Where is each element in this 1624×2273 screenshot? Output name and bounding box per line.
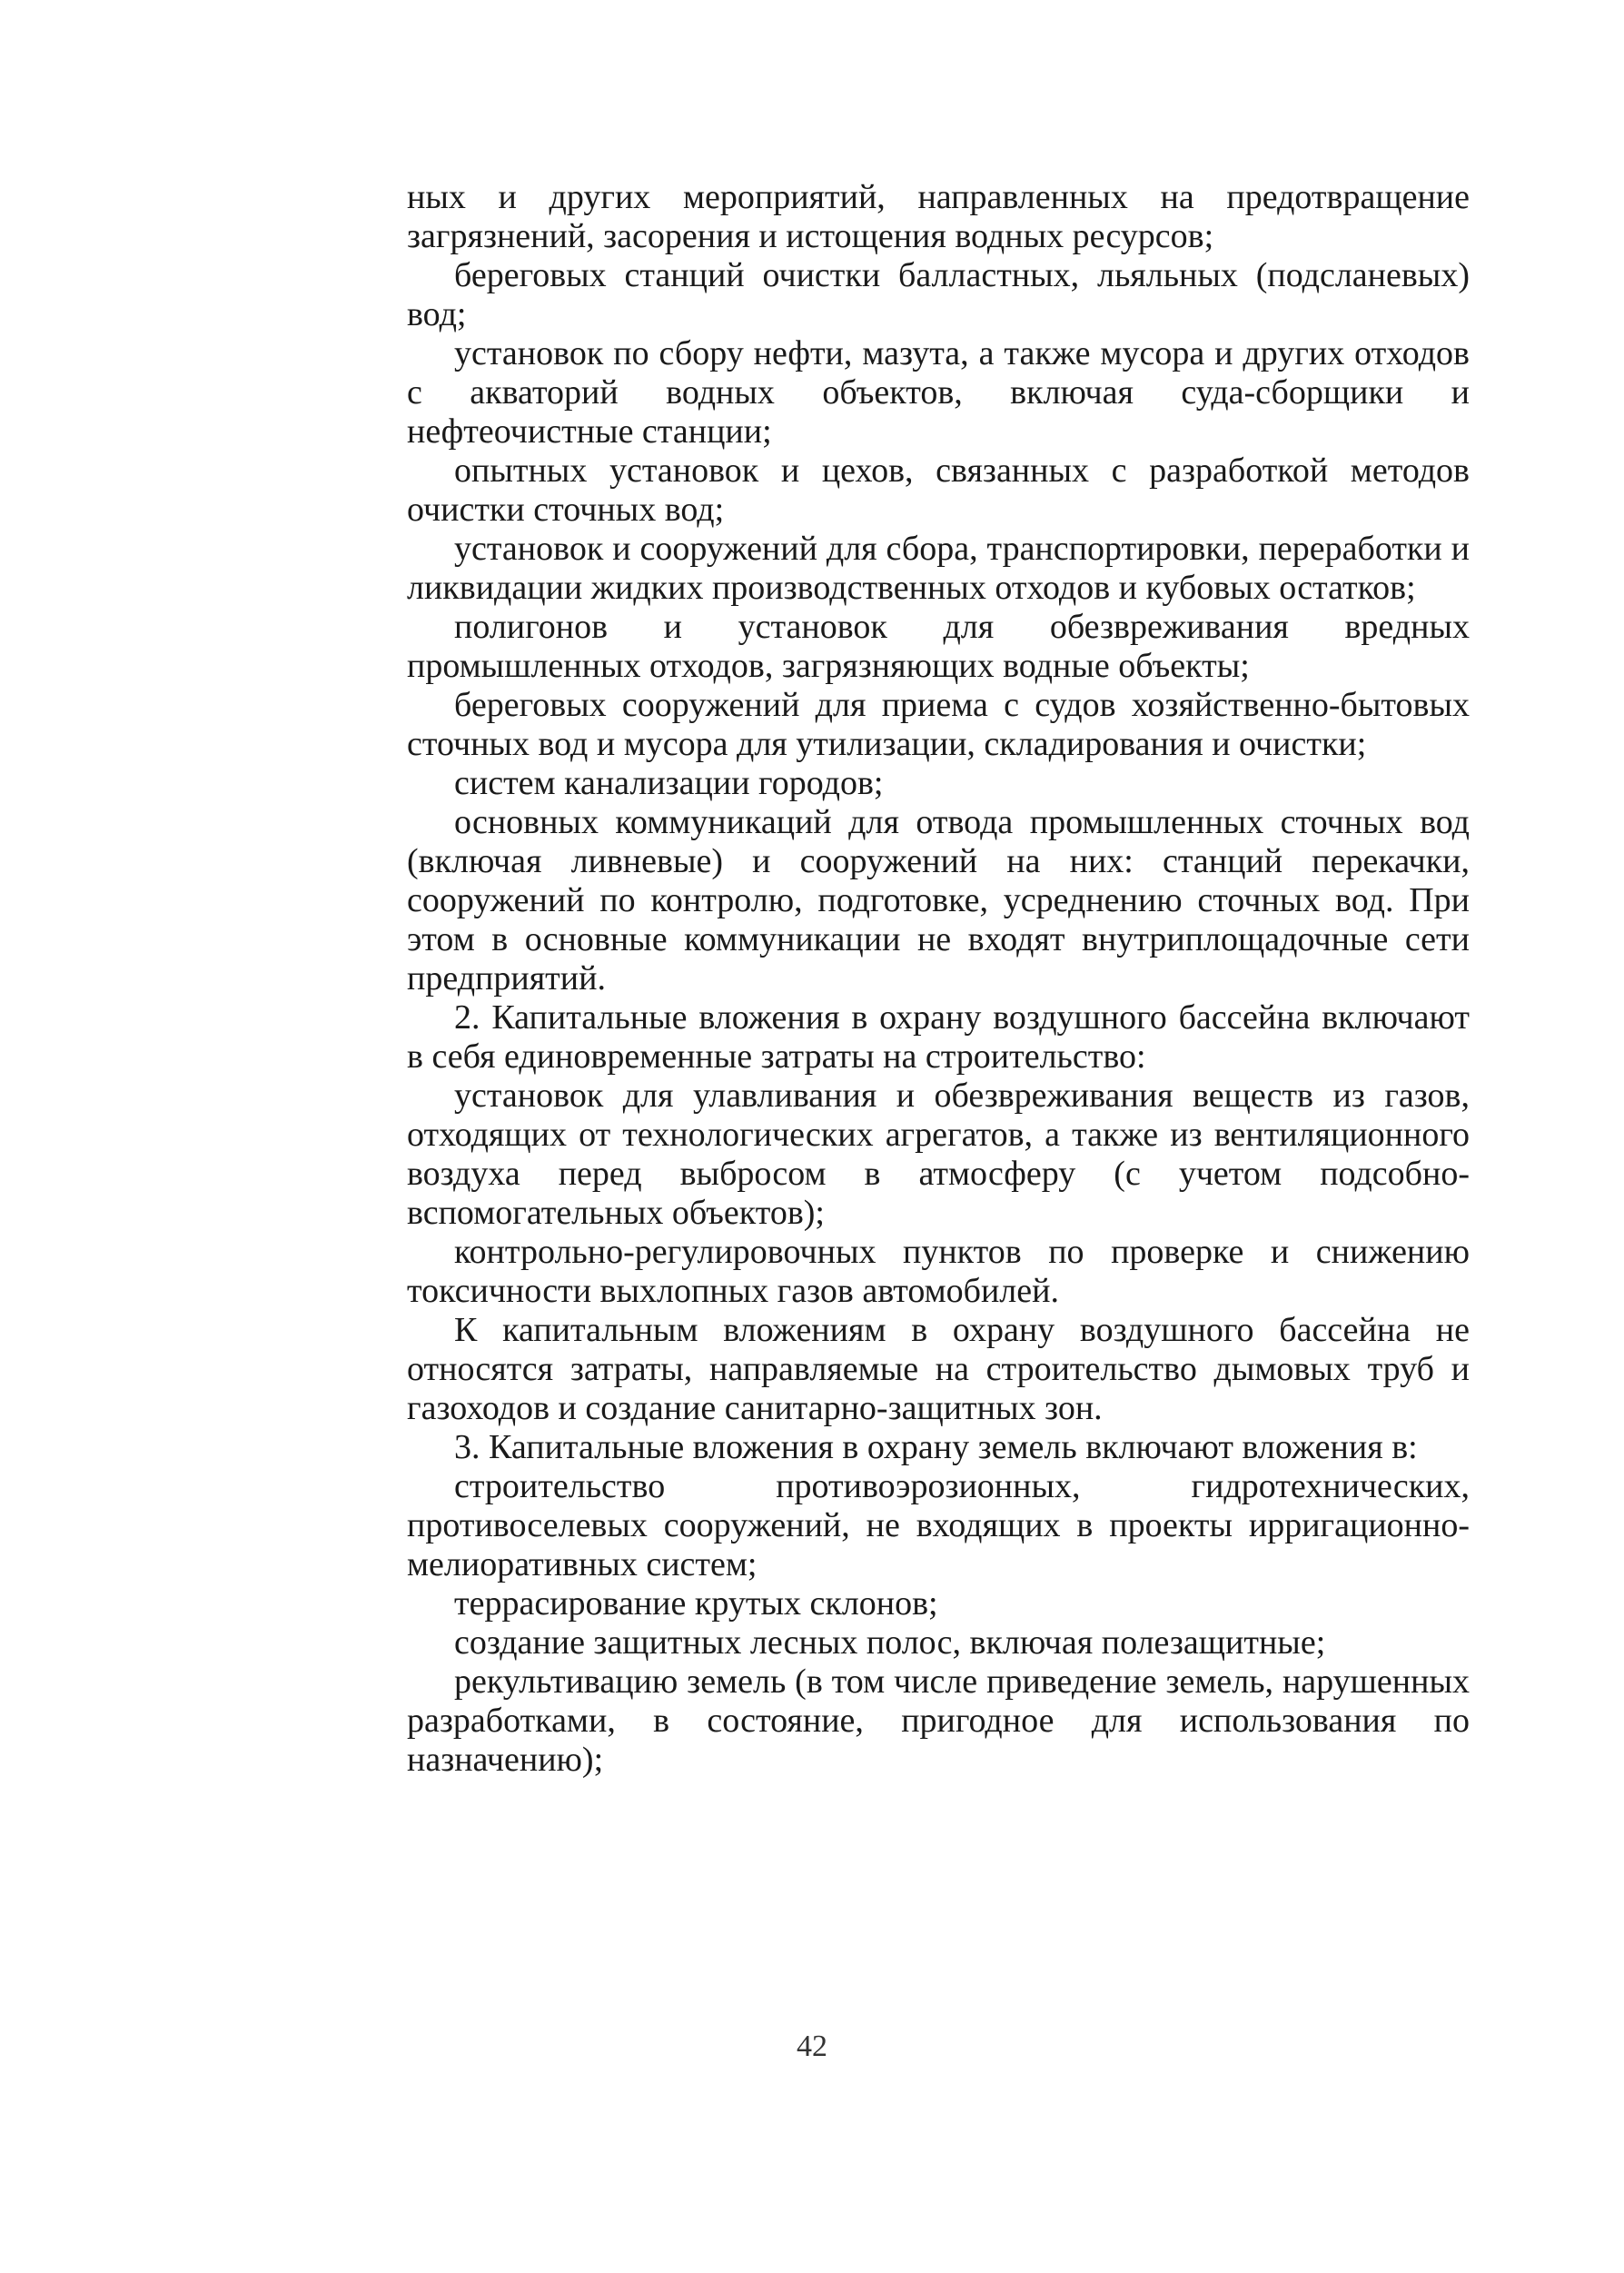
paragraph-ballast-stations: береговых станций очистки балластных, льяльных (подсланевых) вод; (407, 256, 1470, 333)
paragraph-anti-erosion: строительство противоэрозионных, гидротехнических, противоселевых сооружений, не входящих в проекты ирригационно-мелиоративных систем; (407, 1467, 1470, 1583)
paragraph-continuation: ных и других мероприятий, направленных на предотвращение загрязнений, засорения и истощения водных ресурсов; (407, 178, 1470, 255)
page-number: 42 (797, 2030, 827, 2063)
paragraph-sewerage: систем канализации городов; (454, 764, 884, 802)
body-text (407, 178, 1470, 1780)
paragraph-oil-collection: установок по сбору нефти, мазута, а также мусора и других отходов с акваторий водных объектов, включая суда-сборщики и нефтеочистные станции; (407, 334, 1470, 451)
paragraph-gas-capture: установок для улавливания и обезвреживания веществ из газов, отходящих от технологических агрегатов, а также из вентиляционного воздуха перед выбросом в атмосферу (с учетом подсобно-вспомогательных объектов); (407, 1077, 1470, 1232)
paragraph-terracing: террасирование крутых склонов; (454, 1584, 938, 1623)
paragraph-experimental-units: опытных установок и цехов, связанных с разработкой методов очистки сточных вод; (407, 452, 1470, 529)
paragraph-control-points: контрольно-регулировочных пунктов по проверке и снижению токсичности выхлопных газов автомобилей. (407, 1233, 1470, 1310)
paragraph-air-basin: 2. Капитальные вложения в охрану воздушного бассейна включают в себя единовременные затраты на строительство: (407, 998, 1470, 1076)
paragraph-reclamation: рекультивацию земель (в том числе приведение земель, нарушенных разработками, в состояние, пригодное для использования по назначению); (407, 1663, 1470, 1779)
paragraph-exclusions: К капитальным вложениям в охрану воздушного бассейна не относятся затраты, направляемые на строительство дымовых труб и газоходов и создание санитарно-защитных зон. (407, 1311, 1470, 1427)
paragraph-liquid-waste: установок и сооружений для сбора, транспортировки, переработки и ликвидации жидких производственных отходов и кубовых остатков; (407, 530, 1470, 607)
paragraph-main-communications: основных коммуникаций для отвода промышленных сточных вод (включая ливневые) и сооружений на них: станций перекачки, сооружений по контролю, подготовке, усреднению сточных вод. При этом в основные коммуникации не входят внутриплощадочные сети предприятий. (407, 803, 1470, 998)
paragraph-land-protection: 3. Капитальные вложения в охрану земель включают вложения в: (454, 1428, 1418, 1466)
paragraph-forest-belts: создание защитных лесных полос, включая полезащитные; (454, 1623, 1326, 1662)
paragraph-landfills: полигонов и установок для обезвреживания вредных промышленных отходов, загрязняющих водные объекты; (407, 608, 1470, 685)
paragraph-shore-facilities: береговых сооружений для приема с судов хозяйственно-бытовых сточных вод и мусора для утилизации, складирования и очистки; (407, 686, 1470, 763)
